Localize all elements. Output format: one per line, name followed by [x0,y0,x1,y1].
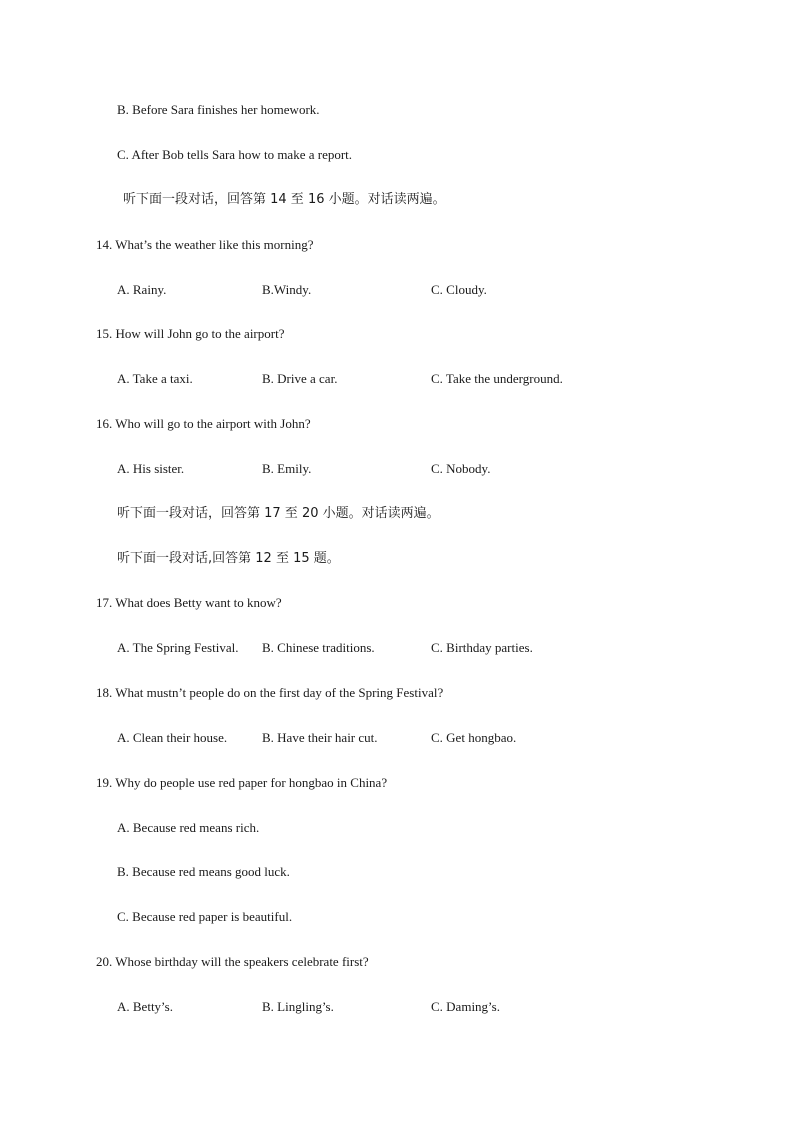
instruction-17-20: 听下面一段对话，回答第 17 至 20 小题。对话读两遍。 [117,506,440,521]
q16-option-c: C. Nobody. [431,461,491,476]
question-16: 16. Who will go to the airport with John? [96,416,311,431]
q15-option-c: C. Take the underground. [431,371,563,386]
q14-option-c: C. Cloudy. [431,282,487,297]
q20-option-b: B. Lingling’s. [262,999,334,1014]
q16-option-a: A. His sister. [117,461,185,476]
question-19: 19. Why do people use red paper for hongbao in China? [96,775,388,790]
q14-option-b: B.Windy. [262,282,312,297]
q15-option-a: A. Take a taxi. [117,371,193,386]
q15-option-b: B. Drive a car. [262,371,338,386]
q20-option-a: A. Betty’s. [117,999,173,1014]
q14-option-a: A. Rainy. [117,282,167,297]
option-c-prev: C. After Bob tells Sara how to make a report. [117,147,353,162]
question-15: 15. How will John go to the airport? [96,326,285,341]
q18-option-b: B. Have their hair cut. [262,730,378,745]
instruction-12-15: 听下面一段对话,回答第 12 至 15 题。 [117,551,340,566]
question-18: 18. What mustn’t people do on the first day of the Spring Festival? [96,685,444,700]
q17-option-b: B. Chinese traditions. [262,640,375,655]
question-17: 17. What does Betty want to know? [96,595,282,610]
q18-option-c: C. Get hongbao. [431,730,517,745]
q17-option-a: A. The Spring Festival. [117,640,239,655]
q17-option-c: C. Birthday parties. [431,640,533,655]
q18-option-a: A. Clean their house. [117,730,228,745]
q20-option-c: C. Daming’s. [431,999,500,1014]
question-14: 14. What’s the weather like this morning? [96,237,314,252]
question-20: 20. Whose birthday will the speakers celebrate first? [96,954,369,969]
option-b-prev: B. Before Sara finishes her homework. [117,102,320,117]
q19-option-a: A. Because red means rich. [117,820,260,835]
q19-option-c: C. Because red paper is beautiful. [117,909,293,924]
instruction-14-16: 听下面一段对话，回答第 14 至 16 小题。对话读两遍。 [123,192,446,207]
q19-option-b: B. Because red means good luck. [117,864,290,879]
q16-option-b: B. Emily. [262,461,312,476]
